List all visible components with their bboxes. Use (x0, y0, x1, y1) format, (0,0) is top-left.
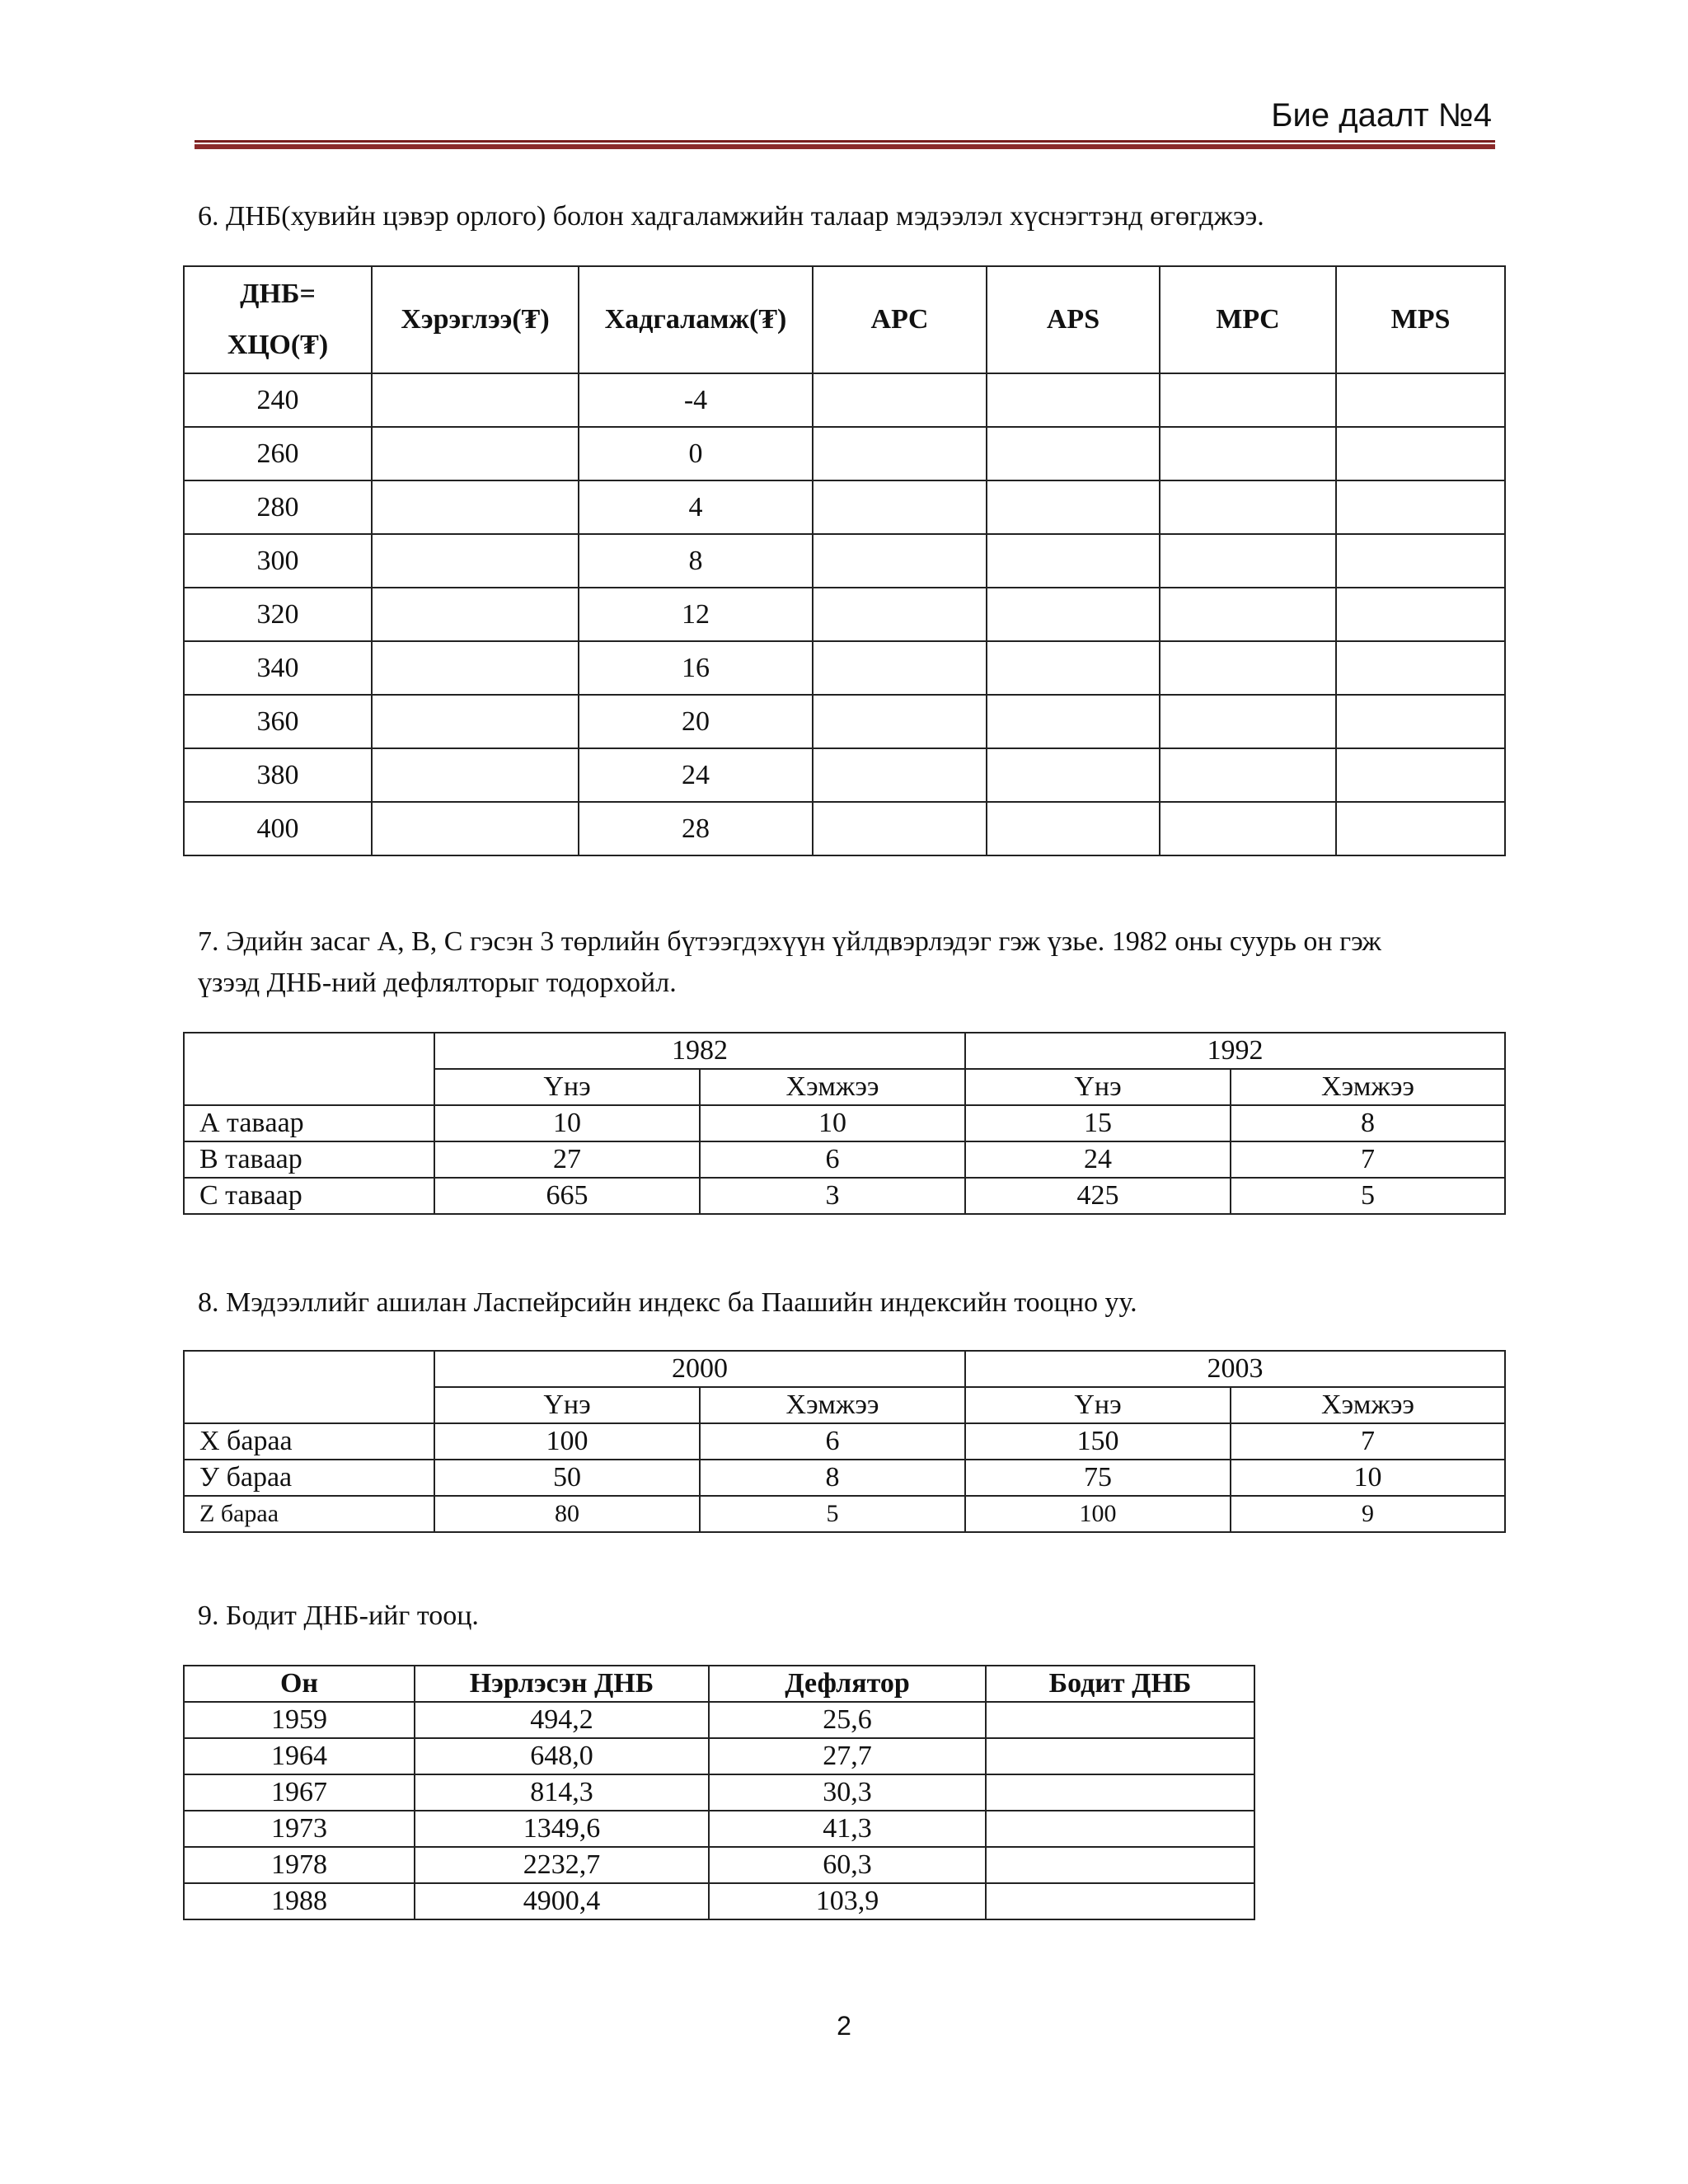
cell-quantity: 5 (1231, 1178, 1505, 1214)
cell-aps[interactable] (987, 427, 1160, 480)
cell-price: 425 (965, 1178, 1231, 1214)
price-header: Үнэ (965, 1387, 1231, 1423)
cell-savings: 8 (579, 534, 813, 588)
cell-real-gdp[interactable] (986, 1774, 1254, 1811)
cell-gdp: 380 (184, 748, 372, 802)
cell-gdp: 360 (184, 695, 372, 748)
cell-deflator: 60,3 (709, 1847, 986, 1883)
cell-consumption[interactable] (372, 641, 579, 695)
price-header: Үнэ (434, 1387, 700, 1423)
cell-year: 1964 (184, 1738, 415, 1774)
row-label: У бараа (184, 1460, 434, 1496)
table-q6 (183, 265, 1506, 856)
table-row (184, 802, 1505, 855)
cell-savings: 20 (579, 695, 813, 748)
header-rule-thick (195, 144, 1495, 149)
cell-price: 665 (434, 1178, 700, 1214)
cell-mps[interactable] (1336, 534, 1505, 588)
cell-consumption[interactable] (372, 480, 579, 534)
cell-consumption[interactable] (372, 588, 579, 641)
table-row (184, 1105, 1505, 1141)
cell-apc[interactable] (813, 588, 987, 641)
cell-apc[interactable] (813, 534, 987, 588)
row-label: А тавaap (184, 1105, 434, 1141)
table-row (184, 1460, 1505, 1496)
cell-mpc[interactable] (1160, 641, 1336, 695)
table-row (184, 1423, 1505, 1460)
cell-mps[interactable] (1336, 695, 1505, 748)
cell-mpc[interactable] (1160, 588, 1336, 641)
row-label: X бараа (184, 1423, 434, 1460)
price-header: Үнэ (965, 1069, 1231, 1105)
cell-apc[interactable] (813, 695, 987, 748)
cell-deflator: 30,3 (709, 1774, 986, 1811)
cell-savings: 16 (579, 641, 813, 695)
cell-savings: -4 (579, 373, 813, 427)
cell-mpc[interactable] (1160, 373, 1336, 427)
cell-apc[interactable] (813, 748, 987, 802)
header-savings: Хадгаламж(₮) (579, 266, 813, 373)
cell-mpc[interactable] (1160, 534, 1336, 588)
cell-mps[interactable] (1336, 802, 1505, 855)
header-rule-thin (195, 140, 1495, 143)
question-7-text-line2: үзээд ДНБ-ний дефлялторыг тодорхойл. (198, 968, 677, 998)
table-year-row (184, 1033, 1505, 1069)
cell-quantity: 7 (1231, 1423, 1505, 1460)
cell-quantity: 10 (1231, 1460, 1505, 1496)
table-header-row (184, 1666, 1254, 1702)
cell-mps[interactable] (1336, 588, 1505, 641)
cell-gdp: 260 (184, 427, 372, 480)
cell-price: 15 (965, 1105, 1231, 1141)
cell-deflator: 103,9 (709, 1883, 986, 1919)
cell-nominal-gdp: 1349,6 (415, 1811, 709, 1847)
cell-aps[interactable] (987, 802, 1160, 855)
header-apc: APC (813, 266, 987, 373)
cell-aps[interactable] (987, 748, 1160, 802)
cell-apc[interactable] (813, 373, 987, 427)
header-rule (195, 140, 1495, 150)
cell-price: 100 (965, 1496, 1231, 1532)
cell-real-gdp[interactable] (986, 1811, 1254, 1847)
cell-gdp: 280 (184, 480, 372, 534)
cell-aps[interactable] (987, 695, 1160, 748)
cell-consumption[interactable] (372, 748, 579, 802)
cell-price: 50 (434, 1460, 700, 1496)
cell-savings: 4 (579, 480, 813, 534)
table-row (184, 1496, 1505, 1532)
cell-apc[interactable] (813, 802, 987, 855)
cell-nominal-gdp: 494,2 (415, 1702, 709, 1738)
cell-savings: 28 (579, 802, 813, 855)
header-mpc: MPC (1160, 266, 1336, 373)
row-label: С тавaap (184, 1178, 434, 1214)
table-row (184, 427, 1505, 480)
cell-mps[interactable] (1336, 427, 1505, 480)
header-deflator: Дефлятор (709, 1666, 986, 1702)
price-header: Үнэ (434, 1069, 700, 1105)
cell-deflator: 25,6 (709, 1702, 986, 1738)
question-6-text: 6. ДНБ(хувийн цэвэр орлого) болон хадгаламжийн талаар мэдээлэл хүснэгтэнд өгөгджээ. (198, 201, 1264, 232)
cell-nominal-gdp: 2232,7 (415, 1847, 709, 1883)
cell-price: 24 (965, 1141, 1231, 1178)
cell-deflator: 27,7 (709, 1738, 986, 1774)
cell-price: 10 (434, 1105, 700, 1141)
cell-real-gdp[interactable] (986, 1702, 1254, 1738)
header-gdp-line2: ХЦО(₮) (227, 330, 329, 360)
year-header: 2003 (965, 1351, 1505, 1387)
cell-aps[interactable] (987, 480, 1160, 534)
cell-quantity: 8 (700, 1460, 965, 1496)
cell-nominal-gdp: 648,0 (415, 1738, 709, 1774)
cell-savings: 12 (579, 588, 813, 641)
table-row (184, 1738, 1254, 1774)
header-title: Бие даалт №4 (1271, 97, 1492, 134)
table-row (184, 1883, 1254, 1919)
question-8-text: 8. Мэдээллийг ашилан Ласпейрсийн индекс ба Паашийн индексийн тооцно уу. (198, 1287, 1137, 1318)
cell-mpc[interactable] (1160, 427, 1336, 480)
table-row (184, 641, 1505, 695)
cell-price: 150 (965, 1423, 1231, 1460)
cell-consumption[interactable] (372, 695, 579, 748)
cell-consumption[interactable] (372, 427, 579, 480)
header-gdp-line1: ДНБ= (240, 279, 316, 309)
question-7-text-line1: 7. Эдийн засаг A, B, C гэсэн 3 төрлийн бүтээгдэхүүн үйлдвэрлэдэг гэж үзье. 1982 оны суурь он гэж (198, 926, 1381, 957)
cell-year: 1967 (184, 1774, 415, 1811)
cell-apc[interactable] (813, 641, 987, 695)
empty-corner-cell (184, 1033, 434, 1105)
table-row (184, 695, 1505, 748)
cell-year: 1973 (184, 1811, 415, 1847)
cell-consumption[interactable] (372, 534, 579, 588)
cell-apc[interactable] (813, 427, 987, 480)
year-header: 2000 (434, 1351, 965, 1387)
row-label: В тавaap (184, 1141, 434, 1178)
table-row (184, 1774, 1254, 1811)
table-row (184, 1811, 1254, 1847)
cell-gdp: 240 (184, 373, 372, 427)
cell-mpc[interactable] (1160, 748, 1336, 802)
quantity-header: Хэмжээ (1231, 1387, 1505, 1423)
cell-real-gdp[interactable] (986, 1883, 1254, 1919)
cell-mpc[interactable] (1160, 695, 1336, 748)
cell-aps[interactable] (987, 373, 1160, 427)
header-real-gdp: Бодит ДНБ (986, 1666, 1254, 1702)
cell-real-gdp[interactable] (986, 1738, 1254, 1774)
cell-gdp: 300 (184, 534, 372, 588)
table-q7 (183, 1032, 1506, 1215)
table-year-row (184, 1351, 1505, 1387)
row-label: Z бараа (184, 1496, 434, 1532)
cell-gdp: 340 (184, 641, 372, 695)
cell-price: 27 (434, 1141, 700, 1178)
page-number: 2 (837, 2011, 851, 2041)
cell-mpc[interactable] (1160, 802, 1336, 855)
cell-quantity: 3 (700, 1178, 965, 1214)
header-gdp (184, 266, 372, 373)
table-q8 (183, 1350, 1506, 1533)
cell-apc[interactable] (813, 480, 987, 534)
cell-year: 1959 (184, 1702, 415, 1738)
cell-aps[interactable] (987, 588, 1160, 641)
cell-aps[interactable] (987, 534, 1160, 588)
table-row (184, 1847, 1254, 1883)
table-row (184, 588, 1505, 641)
cell-nominal-gdp: 814,3 (415, 1774, 709, 1811)
cell-savings: 0 (579, 427, 813, 480)
table-row (184, 480, 1505, 534)
table-row (184, 1141, 1505, 1178)
cell-quantity: 5 (700, 1496, 965, 1532)
cell-quantity: 9 (1231, 1496, 1505, 1532)
cell-deflator: 41,3 (709, 1811, 986, 1847)
cell-mps[interactable] (1336, 373, 1505, 427)
cell-price: 100 (434, 1423, 700, 1460)
cell-nominal-gdp: 4900,4 (415, 1883, 709, 1919)
quantity-header: Хэмжээ (700, 1387, 965, 1423)
table-row (184, 534, 1505, 588)
cell-quantity: 10 (700, 1105, 965, 1141)
table-row (184, 1178, 1505, 1214)
table-row (184, 748, 1505, 802)
cell-price: 80 (434, 1496, 700, 1532)
cell-price: 75 (965, 1460, 1231, 1496)
header-consumption: Хэрэглээ(₮) (372, 266, 579, 373)
quantity-header: Хэмжээ (1231, 1069, 1505, 1105)
cell-real-gdp[interactable] (986, 1847, 1254, 1883)
table-row (184, 1702, 1254, 1738)
cell-mps[interactable] (1336, 748, 1505, 802)
table-row (184, 373, 1505, 427)
cell-quantity: 6 (700, 1423, 965, 1460)
cell-savings: 24 (579, 748, 813, 802)
cell-gdp: 400 (184, 802, 372, 855)
cell-gdp: 320 (184, 588, 372, 641)
cell-quantity: 7 (1231, 1141, 1505, 1178)
empty-corner-cell (184, 1351, 434, 1423)
cell-quantity: 6 (700, 1141, 965, 1178)
table-q9 (183, 1665, 1255, 1920)
year-header: 1992 (965, 1033, 1505, 1069)
cell-year: 1978 (184, 1847, 415, 1883)
quantity-header: Хэмжээ (700, 1069, 965, 1105)
cell-quantity: 8 (1231, 1105, 1505, 1141)
question-9-text: 9. Бодит ДНБ-ийг тооц. (198, 1601, 479, 1631)
cell-mpc[interactable] (1160, 480, 1336, 534)
year-header: 1982 (434, 1033, 965, 1069)
cell-mps[interactable] (1336, 641, 1505, 695)
header-mps: MPS (1336, 266, 1505, 373)
cell-mps[interactable] (1336, 480, 1505, 534)
cell-year: 1988 (184, 1883, 415, 1919)
cell-consumption[interactable] (372, 802, 579, 855)
header-nominal-gdp: Нэрлэсэн ДНБ (415, 1666, 709, 1702)
cell-consumption[interactable] (372, 373, 579, 427)
header-year: Он (184, 1666, 415, 1702)
cell-aps[interactable] (987, 641, 1160, 695)
table-header-row (184, 266, 1505, 373)
header-aps: APS (987, 266, 1160, 373)
